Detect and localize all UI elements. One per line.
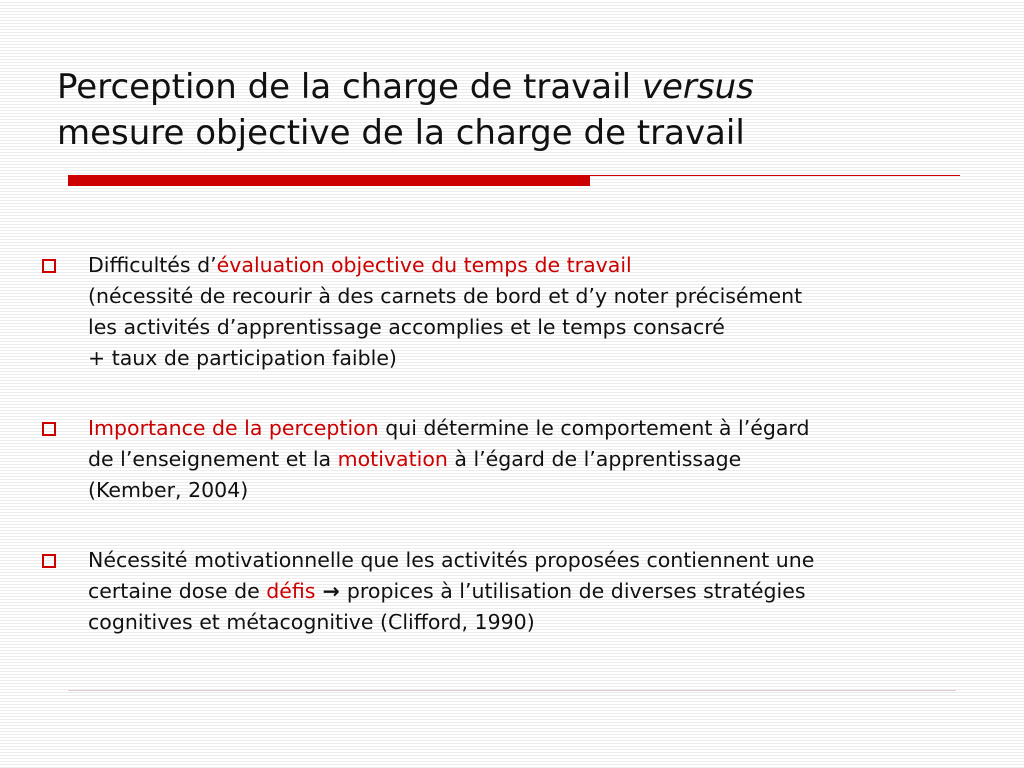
bullet-3-line-2: certaine dose de défis → propices à l’utilisation de diverses stratégies [88,579,806,603]
bullet-list [40,250,1000,677]
bullet-3-highlight-defis: défis [266,579,316,603]
arrow-right-icon: → [315,579,347,603]
bullet-2-line-2: de l’enseignement et la motivation à l’égard de l’apprentissage [88,447,742,471]
bullet-item-1 [40,250,1000,374]
square-bullet-icon [42,422,56,436]
bullet-1-line-3: les activités d’apprentissage accomplies et le temps consacré [88,315,725,339]
bullet-2-line-1: Importance de la perception qui détermine le comportement à l’égard [88,416,810,440]
bullet-2-line-3: (Kember, 2004) [88,478,249,502]
bullet-1-line-1: Difficultés d’évaluation objective du temps de travail [88,253,632,277]
bullet-item-3 [40,545,1000,638]
bullet-1-highlight: évaluation objective du temps de travail [216,253,632,277]
square-bullet-icon [42,259,56,273]
bullet-2-highlight-motivation: motivation [337,447,448,471]
bullet-3-line-1: Nécessité motivationnelle que les activités proposées contiennent une [88,548,815,572]
slide-title [57,64,977,156]
title-line-1: Perception de la charge de travail versus [57,67,754,107]
bullet-item-2 [40,413,1000,506]
title-underline-thick [68,175,590,186]
title-line-2: mesure objective de la charge de travail [57,113,745,153]
footer-divider [68,690,956,691]
square-bullet-icon [42,554,56,568]
bullet-3-line-3: cognitives et métacognitive (Clifford, 1990) [88,610,535,634]
title-underline-thin [590,175,960,176]
bullet-1-line-4: + taux de participation faible) [88,346,397,370]
bullet-2-highlight-perception: Importance de la perception [88,416,379,440]
title-versus: versus [641,67,754,107]
bullet-1-line-2: (nécessité de recourir à des carnets de bord et d’y noter précisément [88,284,803,308]
